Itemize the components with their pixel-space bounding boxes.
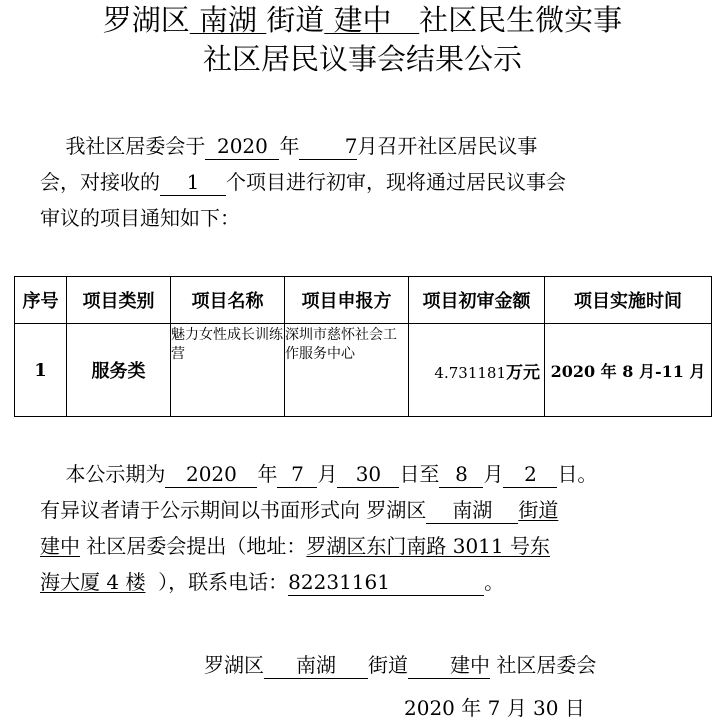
title-community-blank bbox=[324, 3, 419, 37]
intro-text-5: 个项目进行初审，现将通过居民议事会 bbox=[226, 170, 566, 194]
notice-text-9: 社区居委会提出（地址： bbox=[86, 534, 307, 558]
title-street: 南湖 bbox=[199, 3, 258, 37]
table-row bbox=[15, 324, 712, 417]
intro-line-1 bbox=[40, 128, 690, 164]
result-table bbox=[14, 276, 712, 417]
signature-org bbox=[204, 650, 596, 680]
header-period: 项目实施时间 bbox=[545, 277, 712, 324]
intro-text-3: 月召开社区居民议事 bbox=[357, 134, 538, 158]
sign-text-1: 罗湖区 bbox=[204, 653, 264, 677]
notice-address-1: 罗湖区东门南路 3011 号东 bbox=[306, 534, 550, 558]
end-day: 2 bbox=[503, 461, 557, 488]
row-no: 1 bbox=[15, 324, 67, 417]
notice-address-2: 海大厦 4 楼 bbox=[40, 570, 146, 594]
header-name: 项目名称 bbox=[171, 277, 285, 324]
intro-paragraph bbox=[40, 128, 690, 236]
notice-text-11: 。 bbox=[484, 570, 505, 594]
header-category: 项目类别 bbox=[67, 277, 171, 324]
intro-text-1: 我社区居委会于 bbox=[65, 134, 206, 158]
intro-text-2: 年 bbox=[279, 134, 300, 158]
notice-text-5: 月 bbox=[483, 462, 504, 486]
row-applicant: 深圳市慈怀社会工作服务中心 bbox=[285, 324, 409, 417]
intro-line-2 bbox=[40, 164, 690, 200]
sign-community: 建中 bbox=[408, 652, 490, 679]
notice-line-3 bbox=[40, 528, 690, 564]
title-prefix: 罗湖区 bbox=[102, 3, 190, 37]
start-year: 2020 bbox=[165, 461, 257, 488]
title-street-blank bbox=[190, 3, 266, 37]
contact-phone: 82231161 bbox=[288, 569, 484, 596]
row-project-name: 魅力女性成长训练营 bbox=[171, 324, 285, 417]
row-amount: 4.731181 bbox=[434, 363, 506, 382]
title-community: 建中 bbox=[333, 3, 392, 37]
signature-date: 2020 年 7 月 30 日 bbox=[404, 696, 585, 720]
title-suffix: 社区民生微实事 bbox=[419, 3, 623, 37]
notice-text-4: 日至 bbox=[399, 462, 440, 486]
header-no: 序号 bbox=[15, 277, 67, 324]
notice-text-10: ），联系电话： bbox=[158, 570, 289, 594]
sign-text-2: 街道 bbox=[368, 653, 408, 677]
intro-line-3: 审议的项目通知如下： bbox=[40, 206, 240, 230]
notice-text-7: 有异议者请于公示期间以书面形式向 罗湖区 bbox=[40, 498, 427, 522]
meeting-month: 7 bbox=[299, 133, 357, 160]
title-line-2: 社区居民议事会结果公示 bbox=[202, 42, 522, 76]
notice-line-1 bbox=[40, 456, 690, 492]
sign-text-3: 社区居委会 bbox=[496, 653, 597, 677]
sign-street: 南湖 bbox=[264, 652, 368, 679]
notice-text-1: 本公示期为 bbox=[65, 462, 166, 486]
header-applicant: 项目申报方 bbox=[285, 277, 409, 324]
intro-text-4: 会，对接收的 bbox=[40, 170, 160, 194]
header-amount: 项目初审金额 bbox=[409, 277, 545, 324]
notice-text-8: 街道 bbox=[518, 498, 559, 522]
notice-street: 南湖 bbox=[426, 497, 518, 524]
notice-text-3: 月 bbox=[317, 462, 338, 486]
row-amount-unit: 万元 bbox=[506, 362, 540, 383]
notice-line-2 bbox=[40, 492, 690, 528]
row-amount-cell bbox=[409, 324, 545, 417]
notice-line-4 bbox=[40, 564, 690, 600]
meeting-year: 2020 bbox=[205, 133, 279, 160]
table-header-row bbox=[15, 277, 712, 324]
row-period: 2020 年 8 月-11 月 bbox=[545, 324, 712, 417]
notice-community: 建中 bbox=[40, 534, 80, 558]
title-line-1 bbox=[0, 2, 725, 38]
notice-text-6: 日。 bbox=[557, 462, 598, 486]
notice-text-2: 年 bbox=[257, 462, 278, 486]
row-category: 服务类 bbox=[67, 324, 171, 417]
project-count: 1 bbox=[160, 169, 226, 196]
notice-paragraph bbox=[40, 456, 690, 600]
start-day: 30 bbox=[337, 461, 399, 488]
title-street-suffix: 街道 bbox=[266, 3, 325, 37]
start-month: 7 bbox=[277, 461, 317, 488]
end-month: 8 bbox=[439, 461, 483, 488]
